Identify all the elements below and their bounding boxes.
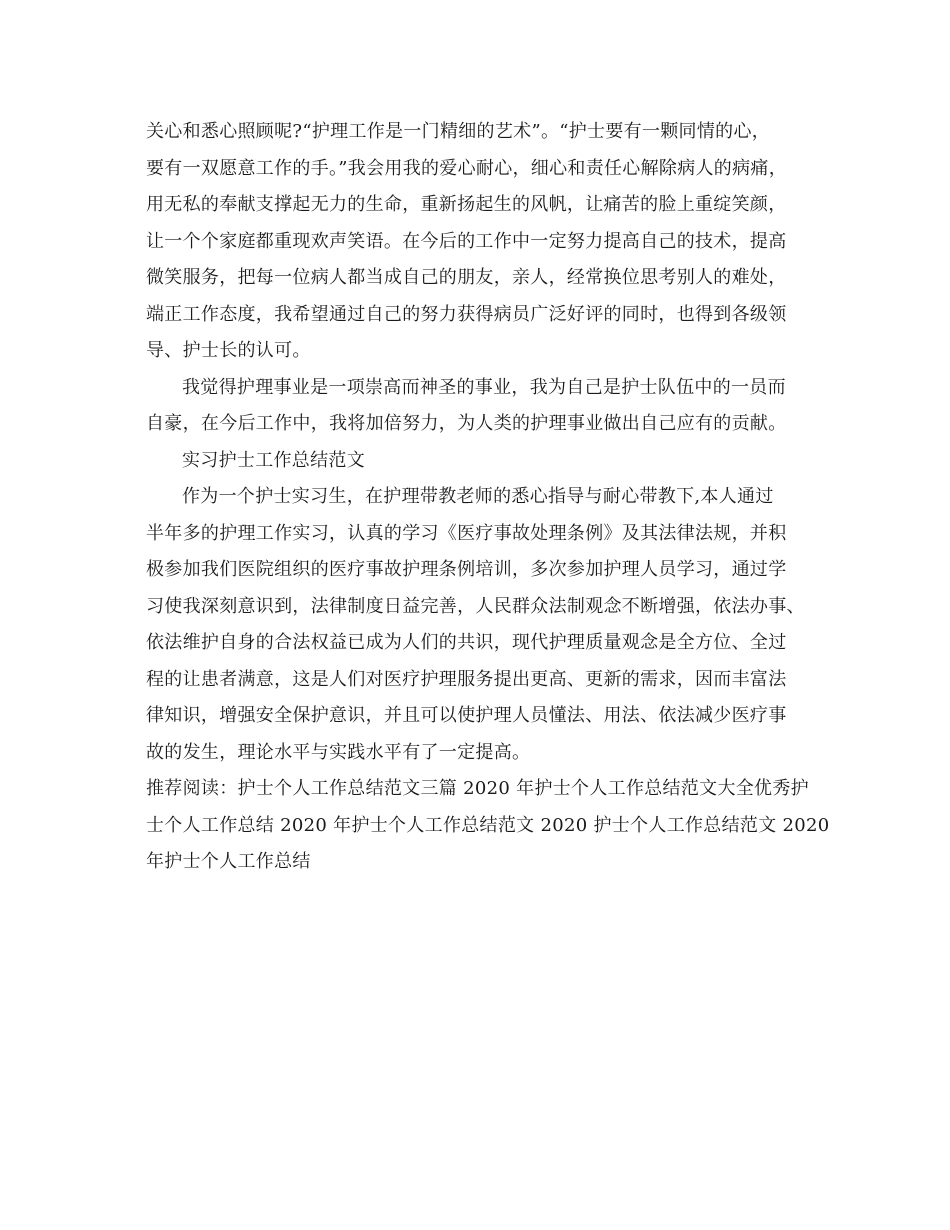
text-line: 导、护士长的认可。 [146,340,311,361]
text-line: 半年多的护理工作实习，认真的学习《医疗事故处理条例》及其法律法规，并积 [146,522,787,544]
document-body [146,114,830,881]
text-line: 要有一双愿意工作的手。”我会用我的爱心耐心，细心和责任心解除病人的病痛， [146,157,787,179]
text-line: 程的让患者满意，这是人们对医疗护理服务提出更高、更新的需求，因而丰富法 [146,668,787,690]
text-line: 微笑服务，把每一位病人都当成自己的朋友，亲人，经常换位思考别人的难处， [146,267,787,288]
text-line: 习使我深刻意识到，法律制度日益完善，人民群众法制观念不断增强，依法办事、 [146,595,805,617]
recommended-reading [146,771,830,881]
text-line: 作为一个护士实习生，在护理带教老师的悉心指导与耐心带教下,本人通过 [182,486,774,507]
section-title: 实习护士工作总结范文 [182,449,365,471]
paragraph-nursing-care [146,114,810,370]
text-line: 士个人工作总结 2020 年护士个人工作总结范文 2020 护士个人工作总结范文 2020 [146,814,830,836]
text-line: 端正工作态度，我希望通过自己的努力获得病员广泛好评的同时，也得到各级领 [146,303,787,325]
text-line: 我觉得护理事业是一项崇高而神圣的事业，我为自己是护士队伍中的一员而 [182,376,786,398]
text-line: 年护士个人工作总结 [146,851,311,872]
text-line: 用无私的奉献支撑起无力的生命，重新扬起生的风帆，让痛苦的脸上重绽笑颜， [146,194,787,215]
text-line: 极参加我们医院组织的医疗事故护理条例培训，多次参加护理人员学习，通过学 [146,559,787,580]
text-line: 自豪，在今后工作中，我将加倍努力，为人类的护理事业做出自己应有的贡献。 [146,413,787,434]
paragraph-internship-summary [146,479,810,771]
text-line: 依法维护自身的合法权益已成为人们的共识，现代护理质量观念是全方位、全过 [146,632,787,653]
text-line: 让一个个家庭都重现欢声笑语。在今后的工作中一定努力提高自己的技术，提高 [146,230,787,252]
paragraph-nursing-career [146,370,810,443]
text-line: 律知识，增强安全保护意识，并且可以使护理人员懂法、用法、依法减少医疗事 [146,705,787,726]
text-line: 关心和悉心照顾呢?“护理工作是一门精细的艺术”。“护士要有一颗同情的心， [146,121,771,142]
text-line: 故的发生，理论水平与实践水平有了一定提高。 [146,741,531,763]
text-line: 推荐阅读：护士个人工作总结范文三篇 2020 年护士个人工作总结范文大全优秀护 [146,778,809,799]
